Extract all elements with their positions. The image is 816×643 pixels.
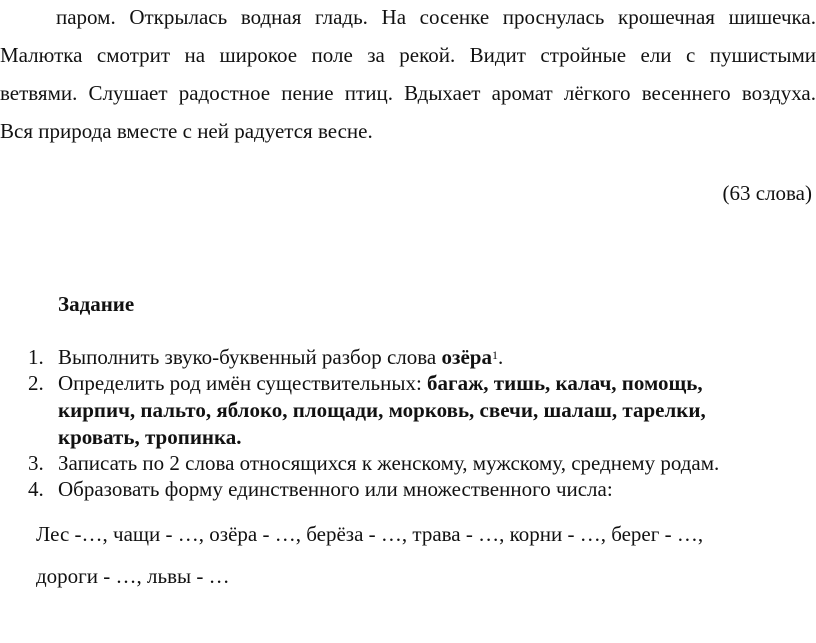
- task-number: 3.: [28, 451, 44, 475]
- task-bold-words-line-3: кровать, тропинка.: [58, 425, 242, 449]
- task-bold-word: озёра: [441, 345, 492, 369]
- examples-line-1: Лес -…, чащи - …, озёра - …, берёза - …, трава - …, корни - …, берег - …,: [36, 522, 704, 546]
- task-plain-text: Определить род имён существительных:: [58, 371, 428, 395]
- examples-line-2: дороги - …, львы - …: [36, 564, 230, 588]
- footnote-marker: 1: [491, 348, 498, 362]
- task-tail: .: [497, 345, 504, 369]
- word-count: (63 слова): [722, 181, 812, 205]
- passage-line-2: Малютка смотрит на широкое поле за рекой. Видит стройные ели с пушистыми: [0, 43, 816, 67]
- task-heading: Задание: [58, 292, 135, 316]
- task-bold-words-line-1: багаж, тишь, калач, помощь,: [427, 371, 703, 395]
- passage-line-4: Вся природа вместе с ней радуется весне.: [0, 119, 373, 143]
- task-text: [58, 344, 503, 370]
- task-number: 2.: [28, 371, 44, 395]
- task-bold-words-line-2: кирпич, пальто, яблоко, площади, морковь, свечи, шалаш, тарелки,: [58, 398, 706, 422]
- task-number: 4.: [28, 477, 44, 501]
- passage-line-1: паром. Открылась водная гладь. На сосенке проснулась крошечная шишечка.: [56, 5, 816, 29]
- task-text: Образовать форму единственного или множественного числа:: [58, 477, 613, 501]
- task-text: Записать по 2 слова относящихся к женскому, мужскому, среднему родам.: [58, 451, 720, 475]
- task-text: [58, 370, 703, 396]
- task-number: 1.: [28, 345, 44, 369]
- passage-line-3: ветвями. Слушает радостное пение птиц. Вдыхает аромат лёгкого весеннего воздуха.: [0, 81, 816, 105]
- task-plain-text: Выполнить звуко-буквенный разбор слова: [58, 345, 442, 369]
